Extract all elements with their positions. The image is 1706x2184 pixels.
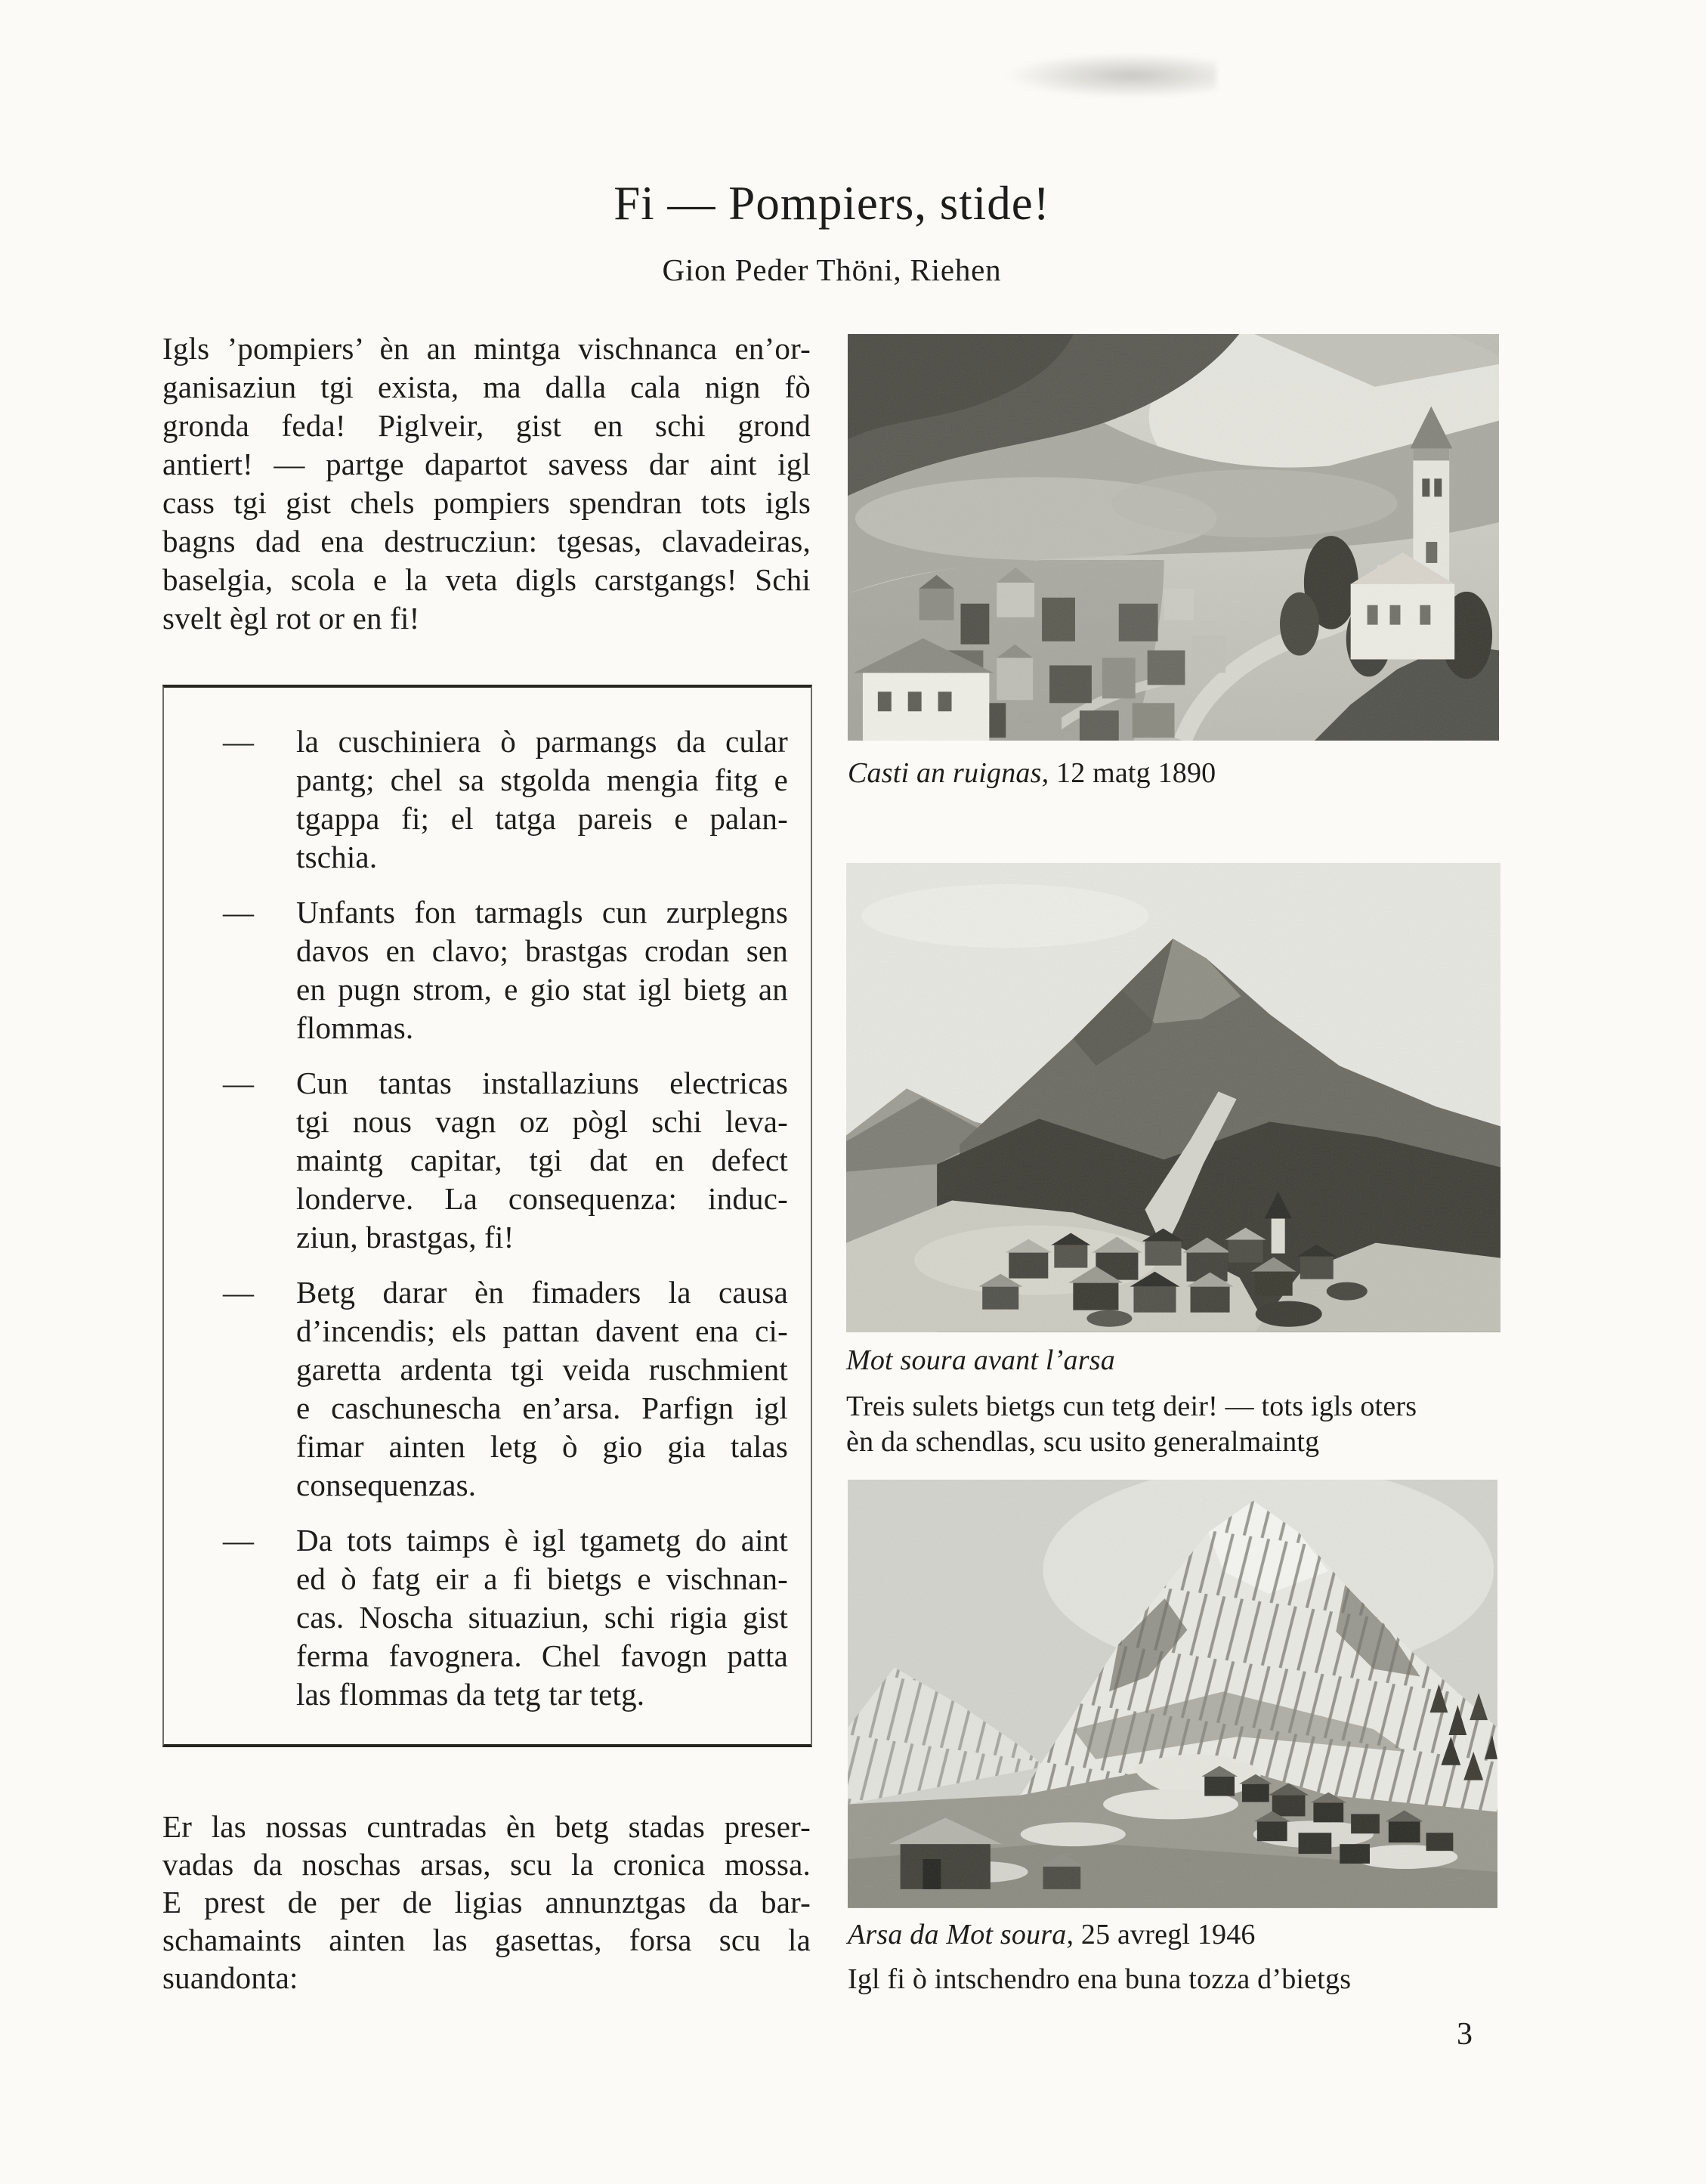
warning-item [223,1273,788,1505]
caption-roman-lines: Treis sulets bietgs cun tetg deir! — tots igls oters èn da schendlas, scu usito generalmaintg [846,1390,1417,1458]
caption-line-1 [848,1917,1497,1953]
caption-line-2: Igl fi ò intschendro ena buna tozza d’bietgs [848,1963,1352,1995]
article-title: Fi — Pompiers, stide! [613,177,1050,230]
figure-casti-caption [848,756,1499,791]
figure-mot-soura-fire-photo [848,1480,1497,1908]
warning-box [162,685,812,1747]
mountain-village-photo-graphic [846,863,1500,1332]
ruined-village-photo-graphic [848,334,1499,741]
figure-mot-soura-fire-caption [848,1917,1497,1997]
warning-item-text: Unfants fon tarmagls cun zurplegns davos en clavo; brastgas crodan sen en pugn strom, e gio stat igl bietg an flommas. [296,895,788,1045]
caption-roman-part: 25 avregl 1946 [1074,1918,1256,1950]
page-number: 3 [1457,2017,1473,2052]
figure-casti-photo [848,334,1499,741]
warning-item-text: Cun tantas installaziuns electricas tgi nous vagn oz pògl schi leva- maintg capitar, tgi dat en defect londerve. La consequenza: induc- ziun, brastgas, fi! [296,1066,788,1254]
snowy-mountain-burned-village-photo-graphic [848,1480,1497,1908]
warning-item-dash: — [223,1066,254,1100]
warning-item-dash: — [223,1523,254,1558]
figure-mot-soura-before [846,863,1500,1460]
warning-item-text: Betg darar èn fimaders la causa d’incendis; els pattan davent ena ci- garetta ardenta tgi veida ruschmient e caschunescha en’arsa. Parfign igl fimar ainten letg ò gio gia talas consequenzas. [296,1275,788,1502]
figure-mot-soura-before-caption [846,1343,1500,1460]
caption-roman-part: 12 matg 1890 [1049,757,1216,790]
caption-italic-part: Arsa da Mot soura, [848,1918,1074,1950]
caption-italic-line: Mot soura avant l’arsa [846,1344,1115,1376]
warning-item-text: la cuschiniera ò parmangs da cular pantg; chel sa stgolda mengia fitg e tgappa fi; el tatga pareis e palan- tschia. [296,724,788,874]
figure-mot-soura-before-photo [846,863,1500,1332]
warning-item-text: Da tots taimps è igl tgametg do aint ed ò fatg eir a fi bietgs e vischnan- cas. Noscha situaziun, schi rigia gist ferma favognera. Chel favogn patta las flommas da tetg tar tetg. [296,1523,788,1712]
article-byline: Gion Peder Thöni, Riehen [662,252,1002,287]
warning-item-dash: — [223,895,254,930]
warning-item [223,1064,788,1257]
scan-smudge [1005,53,1216,98]
warning-item [223,893,788,1047]
warning-item-dash: — [223,1275,254,1310]
intro-paragraph: Igls ’pompiers’ èn an mintga vischnanca en’or- ganisaziun tgi exista, ma dalla cala nign fò gronda feda! Piglveir, gist en schi grond antiert! — partge dapartot savess dar aint igl cass tgi gist chels pompiers spendran tots igls bagns dad ena destrucziun: tgesas, clavadeiras, baselgia, scola e la veta digls carstgangs! Schi svelt ègl rot or en fi! [162,331,811,636]
closing-paragraph: Er las nossas cuntradas èn betg stadas preser- vadas da noschas arsas, scu la cronica mossa. E prest de per de ligias annunztgas da bar- schamaints ainten las gasettas, forsa scu la suandonta: [162,1809,811,1995]
warning-item [223,1521,788,1714]
warning-item-dash: — [223,724,254,759]
figure-casti [848,334,1499,791]
figure-mot-soura-fire [848,1480,1497,1997]
warning-item [223,722,788,877]
caption-italic-part: Casti an ruignas, [848,757,1049,790]
